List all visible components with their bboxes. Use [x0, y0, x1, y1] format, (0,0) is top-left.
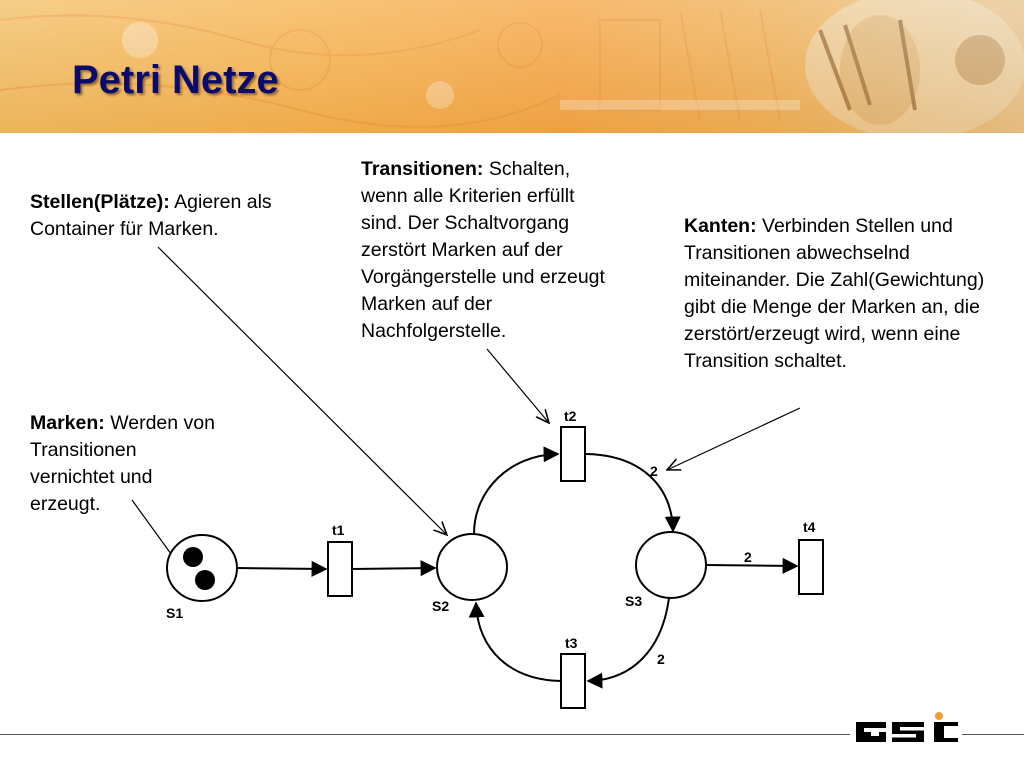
place-s2-label: S2	[432, 598, 450, 614]
annotation-stellen-heading: Stellen(Plätze):	[30, 191, 170, 213]
arc-t3-s2	[476, 603, 561, 681]
place-s1-label: S1	[166, 605, 184, 621]
token	[183, 547, 203, 567]
transition-t4	[799, 540, 823, 594]
transition-t3-label: t3	[565, 635, 578, 651]
logo-accent-dot	[935, 712, 943, 720]
annotation-stellen-text: Agieren als Container für Marken.	[30, 191, 272, 240]
place-s1	[167, 535, 237, 601]
annotation-kanten-heading: Kanten:	[684, 215, 757, 237]
place-s2	[437, 534, 507, 600]
annotation-kanten-text: Verbinden Stellen und Transitionen abwechselnd miteinander. Die Zahl(Gewichtung) gibt die Menge der Marken an, die zerstört/erzeugt wird, wenn eine Transition schaltet.	[684, 215, 985, 372]
annotation-marken-text: Werden von Transitionen vernichtet und erzeugt.	[30, 412, 215, 515]
token	[195, 570, 215, 590]
annotation-transitionen-text: Schalten, wenn alle Kriterien erfüllt sind. Der Schaltvorgang zerstört Marken auf der Vorgängerstelle und erzeugt Marken auf der Nachfolgerstelle.	[361, 158, 605, 342]
arc-weight-s3-t3: 2	[657, 651, 665, 667]
arc-weight-s3-t4: 2	[744, 549, 752, 565]
pointer-transitionen	[487, 349, 549, 423]
arc-s3-t4	[706, 565, 797, 566]
transition-t1	[328, 542, 352, 596]
gsi-logo	[856, 712, 964, 746]
transition-t3	[561, 654, 585, 708]
arc-s3-t3	[588, 598, 669, 681]
arc-weight-t2-s3: 2	[650, 463, 658, 479]
arc-s2-t2	[474, 454, 558, 534]
transition-t2-label: t2	[564, 408, 577, 424]
annotation-transitionen-heading: Transitionen:	[361, 158, 484, 180]
arc-t1-s2	[353, 568, 435, 569]
arc-t2-s3	[586, 454, 673, 531]
pointer-stellen	[158, 247, 447, 535]
arc-s1-t1	[237, 568, 326, 569]
pointer-kanten	[667, 408, 800, 470]
transition-t1-label: t1	[332, 522, 345, 538]
place-s3	[636, 532, 706, 598]
place-s3-label: S3	[625, 593, 643, 609]
transition-t2	[561, 427, 585, 481]
footer-divider	[0, 734, 850, 735]
footer-divider-right	[962, 734, 1024, 735]
transition-t4-label: t4	[803, 519, 816, 535]
slide-title: Petri Netze	[72, 58, 279, 102]
annotation-marken-heading: Marken:	[30, 412, 105, 434]
